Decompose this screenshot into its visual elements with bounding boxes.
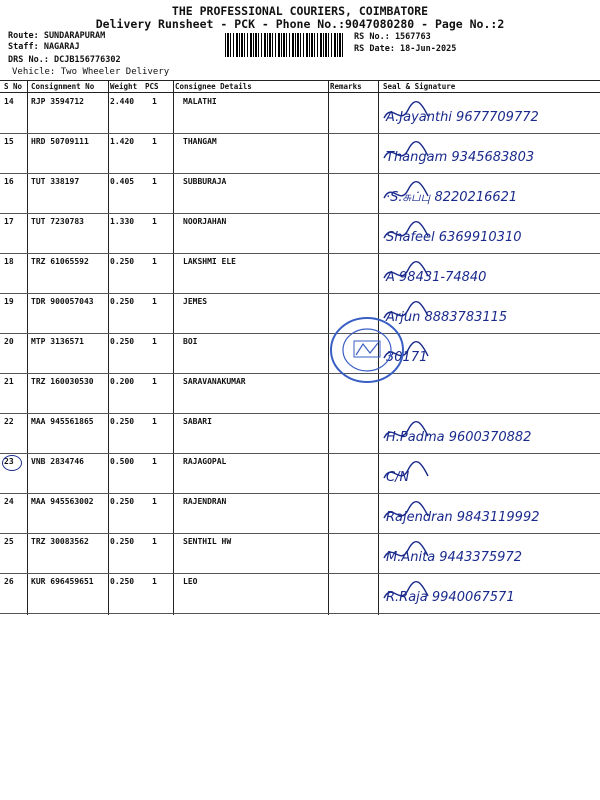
consignment-cell: RJP 3594712 [31, 97, 84, 106]
signature-cell [378, 496, 600, 532]
weight-cell: 0.200 [110, 377, 135, 386]
sno-cell: 26 [4, 577, 14, 586]
row-divider [0, 613, 600, 614]
signature-text: C/N [386, 470, 410, 485]
consignment-cell: KUR 696459651 [31, 577, 94, 586]
weight-cell: 0.250 [110, 537, 135, 546]
signature-text: M.Anita 9443375972 [386, 550, 522, 565]
col-header-pcs: PCS [145, 82, 159, 91]
sno-cell: 18 [4, 257, 14, 266]
signature-text: Arjun 8883783115 [386, 310, 508, 325]
consignment-cell: MAA 945561865 [31, 417, 94, 426]
table-row [0, 174, 600, 214]
signature-cell [378, 296, 600, 332]
pcs-cell: 1 [152, 297, 157, 306]
signature-cell [378, 216, 600, 252]
pcs-cell: 1 [152, 497, 157, 506]
drs-number: DRS No.: DCJB156776302 [8, 55, 121, 65]
signature-text: A 98431-74840 [386, 270, 487, 285]
header-bottom-rule [0, 92, 600, 93]
sno-cell: 25 [4, 537, 14, 546]
consignee-cell: SARAVANAKUMAR [183, 377, 246, 386]
signature-scribble [384, 182, 428, 198]
col-header-consignee: Consignee Details [175, 82, 252, 91]
pcs-cell: 1 [152, 177, 157, 186]
signature-scribble [384, 302, 428, 318]
table-row [0, 494, 600, 534]
signature-cell [378, 376, 600, 412]
signature-cell [378, 96, 600, 132]
weight-cell: 2.440 [110, 97, 135, 106]
table-row [0, 414, 600, 454]
consignee-cell: LAKSHMI ELE [183, 257, 236, 266]
signature-scribble [384, 342, 428, 358]
consignment-cell: TRZ 30083562 [31, 537, 89, 546]
table-row [0, 374, 600, 414]
weight-cell: 0.500 [110, 457, 135, 466]
table-row [0, 254, 600, 294]
sno-cell: 14 [4, 97, 14, 106]
signature-scribble [384, 262, 428, 278]
page-title: THE PROFESSIONAL COURIERS, COIMBATORE [171, 4, 429, 18]
consignee-cell: RAJAGOPAL [183, 457, 227, 466]
weight-cell: 0.250 [110, 257, 135, 266]
signature-scribble [384, 422, 428, 438]
consignment-cell: TRZ 160030530 [31, 377, 94, 386]
consignee-cell: JEMES [183, 297, 208, 306]
weight-cell: 0.250 [110, 297, 135, 306]
weight-cell: 1.420 [110, 137, 135, 146]
signature-text: H.Padma 9600370882 [386, 430, 532, 445]
consignment-cell: MAA 945563002 [31, 497, 94, 506]
sno-cell: 19 [4, 297, 14, 306]
circle-mark [2, 455, 22, 471]
signature-text: Rajendran 9843119992 [386, 510, 540, 525]
consignee-cell: BOI [183, 337, 198, 346]
consignee-cell: SABARI [183, 417, 212, 426]
route-label: Route: SUNDARAPURAM [8, 31, 106, 41]
signature-scribble [384, 222, 428, 238]
weight-cell: 0.250 [110, 497, 135, 506]
sno-cell: 20 [4, 337, 14, 346]
col-header-weight: Weight [110, 82, 138, 91]
staff-label: Staff: NAGARAJ [8, 42, 80, 52]
consignment-cell: MTP 3136571 [31, 337, 84, 346]
signature-text: R.Raja 9940067571 [386, 590, 515, 605]
table-row [0, 294, 600, 334]
signature-text: A.Jayanthi 9677709772 [386, 110, 539, 125]
signature-scribble [384, 462, 428, 478]
sno-cell: 23 [4, 457, 14, 466]
pcs-cell: 1 [152, 577, 157, 586]
consignee-cell: MALATHI [183, 97, 217, 106]
signature-scribble [384, 582, 428, 598]
pcs-cell: 1 [152, 417, 157, 426]
sno-cell: 21 [4, 377, 14, 386]
sno-cell: 16 [4, 177, 14, 186]
signature-scribble [384, 542, 428, 558]
signature-cell [378, 456, 600, 492]
pcs-cell: 1 [152, 537, 157, 546]
weight-cell: 0.250 [110, 337, 135, 346]
signature-cell [378, 256, 600, 292]
signature-scribble [384, 102, 428, 118]
consignment-cell: TUT 7230783 [31, 217, 84, 226]
signature-scribble [384, 502, 428, 518]
weight-cell: 0.405 [110, 177, 135, 186]
signature-text: ·S.சுப்பு 8220216621 [386, 190, 518, 205]
table-row [0, 574, 600, 614]
weight-cell: 1.330 [110, 217, 135, 226]
signature-cell [378, 136, 600, 172]
consignment-cell: TUT 338197 [31, 177, 80, 186]
signature-text: Shafeel 6369910310 [386, 230, 522, 245]
table-row [0, 134, 600, 174]
consignment-cell: HRD 50709111 [31, 137, 89, 146]
consignment-cell: VNB 2834746 [31, 457, 84, 466]
sno-cell: 17 [4, 217, 14, 226]
sno-cell: 15 [4, 137, 14, 146]
col-header-sno: S No [4, 82, 23, 91]
signature-cell [378, 176, 600, 212]
barcode [225, 33, 345, 57]
pcs-cell: 1 [152, 137, 157, 146]
col-header-remarks: Remarks [330, 82, 362, 91]
signature-cell [378, 416, 600, 452]
vehicle-label: Vehicle: Two Wheeler Delivery [12, 67, 170, 77]
pcs-cell: 1 [152, 97, 157, 106]
weight-cell: 0.250 [110, 577, 135, 586]
table-row [0, 334, 600, 374]
rs-date: RS Date: 18-Jun-2025 [354, 44, 457, 54]
consignment-cell: TRZ 61065592 [31, 257, 89, 266]
consignment-cell: TDR 900057043 [31, 297, 94, 306]
signature-cell [378, 536, 600, 572]
signature-scribble [384, 142, 428, 158]
signature-cell [378, 576, 600, 612]
consignee-cell: THANGAM [183, 137, 217, 146]
pcs-cell: 1 [152, 377, 157, 386]
sno-cell: 22 [4, 417, 14, 426]
table-row [0, 454, 600, 494]
consignee-cell: NOORJAHAN [183, 217, 227, 226]
col-header-consignment: Consignment No [31, 82, 95, 91]
header-top-rule [0, 80, 600, 81]
table-row [0, 214, 600, 254]
table-row [0, 534, 600, 574]
sno-cell: 24 [4, 497, 14, 506]
consignee-cell: SUBBURAJA [183, 177, 227, 186]
page-subtitle: Delivery Runsheet - PCK - Phone No.:9047080280 - Page No.:2 [95, 17, 505, 31]
consignee-cell: SENTHIL HW [183, 537, 232, 546]
col-header-signature: Seal & Signature [383, 82, 456, 91]
consignee-cell: LEO [183, 577, 198, 586]
rs-number: RS No.: 1567763 [354, 32, 431, 42]
pcs-cell: 1 [152, 457, 157, 466]
table-row [0, 94, 600, 134]
signature-text: Thangam 9345683803 [386, 150, 535, 165]
signature-text: 30171 [386, 350, 428, 365]
pcs-cell: 1 [152, 217, 157, 226]
consignee-cell: RAJENDRAN [183, 497, 227, 506]
signature-cell [378, 336, 600, 372]
weight-cell: 0.250 [110, 417, 135, 426]
pcs-cell: 1 [152, 337, 157, 346]
pcs-cell: 1 [152, 257, 157, 266]
